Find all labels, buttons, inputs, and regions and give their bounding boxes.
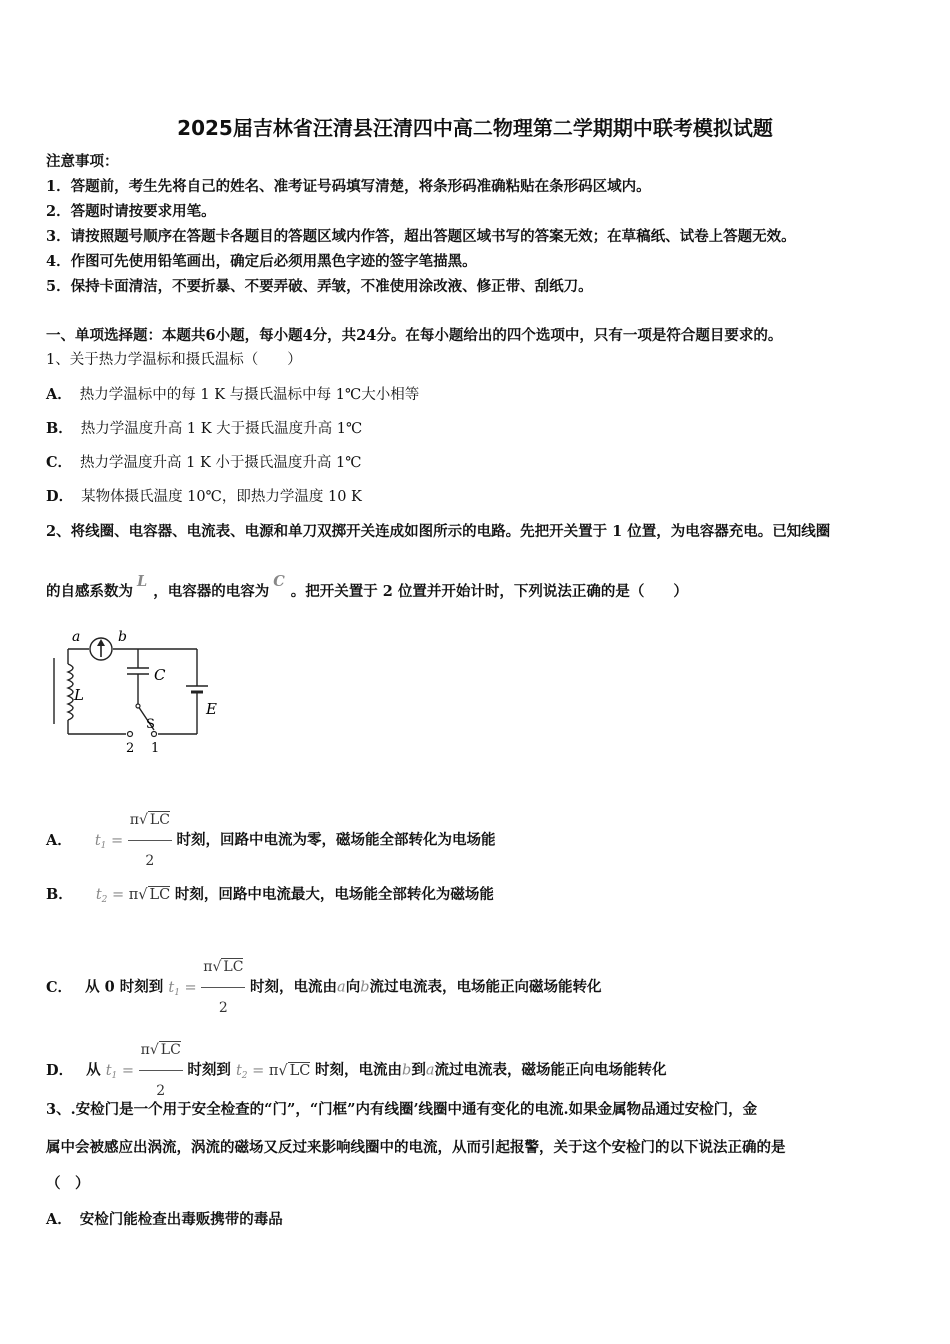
option-text: 热力学温度升高 1 K 大于摄氏温度升高 1℃ [80, 421, 363, 437]
option-text: 向 [345, 978, 361, 996]
math-sub: 1 [100, 840, 107, 851]
notes-heading: 注意事项： [46, 153, 119, 170]
formula-t1 [168, 959, 250, 1016]
option-text: 流过电流表，磁场能正向电场能转化 [434, 1061, 667, 1079]
option-text: 时刻，电流由 [250, 978, 338, 996]
q2-stem-line1: 2、将线圈、电容器、电流表、电源和单刀双掷开关连成如图所示的电路。先把开关置于 1 位置，为电容器充电。已知线圈 [46, 523, 831, 540]
formula-t2: $t_2 = \pi√$ LC [235, 1062, 311, 1081]
math-b: b [402, 1062, 412, 1079]
math-sub: 1 [111, 1070, 118, 1081]
math-den: 2 [218, 1000, 228, 1016]
math-sub: 1 [174, 987, 180, 998]
label-inductor: L [74, 686, 84, 704]
math-lc: LC [149, 812, 170, 828]
label-capacitor: C [154, 666, 166, 684]
option-text: 到 [411, 1061, 426, 1079]
option-text: 某物体摄氏温度 10℃，即热力学温度 10 K [81, 489, 362, 505]
math-a: a [425, 1062, 435, 1079]
math-a: a [337, 979, 346, 996]
math-var: t [168, 979, 175, 996]
label-switch: S [146, 717, 155, 732]
option-text: 安检门能检查出毒贩携带的毒品 [79, 1211, 283, 1228]
math-eq: = [112, 887, 125, 903]
math-lc: LC [149, 887, 171, 903]
option-text: 热力学温度升高 1 K 小于摄氏温度升高 1℃ [80, 455, 362, 471]
note-item: 4．作图可先使用铅笔画出，确定后必须用黑色字迹的签字笔描黑。 [46, 253, 477, 270]
option-text: 时刻到 [187, 1061, 231, 1079]
math-sub: 2 [101, 895, 108, 905]
q2-option-b [46, 875, 494, 920]
option-label: A． [46, 386, 72, 403]
q2-option-a [46, 800, 496, 881]
note-item: 2．答题时请按要求用笔。 [46, 203, 216, 220]
formula-t1 [105, 1042, 188, 1099]
page-title: 2025届吉林省汪清县汪清四中高二物理第二学期期中联考模拟试题 [177, 116, 773, 140]
math-den: 2 [156, 1083, 166, 1099]
option-text: 从 [86, 1061, 101, 1079]
option-label: A． [46, 1211, 72, 1228]
label-position-2: 2 [126, 741, 135, 756]
option-label: C． [46, 978, 73, 996]
option-label: D． [46, 1061, 74, 1079]
option-text: 流过电流表，电场能正向磁场能转化 [369, 978, 602, 996]
option-label: D． [46, 488, 74, 505]
section-heading: 一、单项选择题：本题共6小题，每小题4分，共24分。在每小题给出的四个选项中，只有一项是符合题目要求的。 [46, 327, 783, 344]
math-lc: LC [223, 959, 244, 975]
lc-circuit-diagram [46, 628, 236, 760]
fraction: $\frac{\pi√ LC}{2}$ [128, 800, 172, 881]
option-label: C． [46, 454, 73, 471]
option-text: 从 0 时刻到 [85, 978, 164, 996]
math-eq: = [252, 1062, 265, 1079]
q1-option-b [46, 419, 362, 439]
q3-option-a [46, 1210, 283, 1230]
q3-stem-line2: 属中会被感应出涡流，涡流的磁场又反过来影响线圈中的电流，从而引起报警，关于这个安检门的以下说法正确的是 [46, 1139, 786, 1156]
math-var: t [94, 832, 101, 849]
stem-text: 的自感系数为 [46, 583, 133, 600]
math-pi: π [268, 1062, 279, 1079]
math-pi: π [128, 887, 139, 903]
math-lc: LC [289, 1062, 311, 1079]
option-text: 时刻，回路中电流为零，磁场能全部转化为电场能 [176, 831, 496, 849]
math-var: t [235, 1062, 242, 1079]
option-label: B． [46, 420, 73, 437]
formula-t1 [94, 812, 177, 869]
math-pi: π [203, 959, 213, 975]
formula-t2: $t_2 = \pi√$ LC [95, 887, 171, 905]
math-pi: π [140, 1042, 150, 1058]
option-text: 热力学温标中的每 1 K 与摄氏温标中每 1℃大小相等 [79, 387, 420, 403]
q3-stem-line1: 3、.安检门是一个用于安全检查的“门”，“门框”内有线圈’线圈中通有变化的电流.如果金属物品通过安检门，金 [46, 1101, 758, 1118]
math-eq: = [121, 1062, 135, 1079]
inductance-symbol: L [137, 573, 148, 590]
q1-option-a [46, 385, 419, 405]
q2-stem-line2 [46, 573, 688, 602]
label-battery: E [206, 700, 217, 718]
q1-option-c [46, 453, 362, 473]
label-b: b [118, 629, 127, 645]
label-a: a [72, 629, 81, 645]
note-item: 1．答题前，考生先将自己的姓名、准考证号码填写清楚，将条形码准确粘贴在条形码区域内。 [46, 178, 651, 195]
math-pi: π [129, 812, 139, 828]
math-eq: = [184, 979, 197, 996]
fraction: $\frac{\pi√ LC}{2}$ [201, 947, 245, 1028]
q2-option-d [46, 1030, 666, 1111]
option-label: A． [46, 831, 72, 849]
stem-text: 。把开关置于 2 位置并开始计时，下列说法正确的是（ ） [290, 583, 688, 600]
q2-option-c [46, 947, 602, 1028]
q1-stem: 1、关于热力学温标和摄氏温标（ ） [46, 352, 302, 368]
stem-text: ，电容器的电容为 [153, 583, 270, 600]
label-position-1: 1 [151, 741, 160, 756]
note-item: 5．保持卡面清洁，不要折暴、不要弄破、弄皱，不准使用涂改液、修正带、刮纸刀。 [46, 278, 593, 295]
math-den: 2 [145, 853, 155, 869]
math-lc: LC [160, 1042, 181, 1058]
math-var: t [95, 887, 102, 903]
q1-option-d [46, 487, 362, 507]
math-var: t [105, 1062, 112, 1079]
capacitance-symbol: C [273, 573, 285, 590]
option-text: 时刻，回路中电流最大，电场能全部转化为磁场能 [174, 886, 494, 903]
option-text: 时刻，电流由 [315, 1061, 403, 1079]
math-b: b [360, 979, 370, 996]
fraction: $\frac{\pi√ LC}{2}$ [139, 1030, 183, 1111]
math-sub: 2 [241, 1070, 248, 1081]
note-item: 3．请按照题号顺序在答题卡各题目的答题区域内作答，超出答题区域书写的答案无效；在草稿纸、试卷上答题无效。 [46, 228, 796, 245]
math-eq: = [111, 832, 124, 849]
option-label: B． [46, 886, 73, 903]
q3-stem-line3: （ ） [46, 1175, 90, 1192]
